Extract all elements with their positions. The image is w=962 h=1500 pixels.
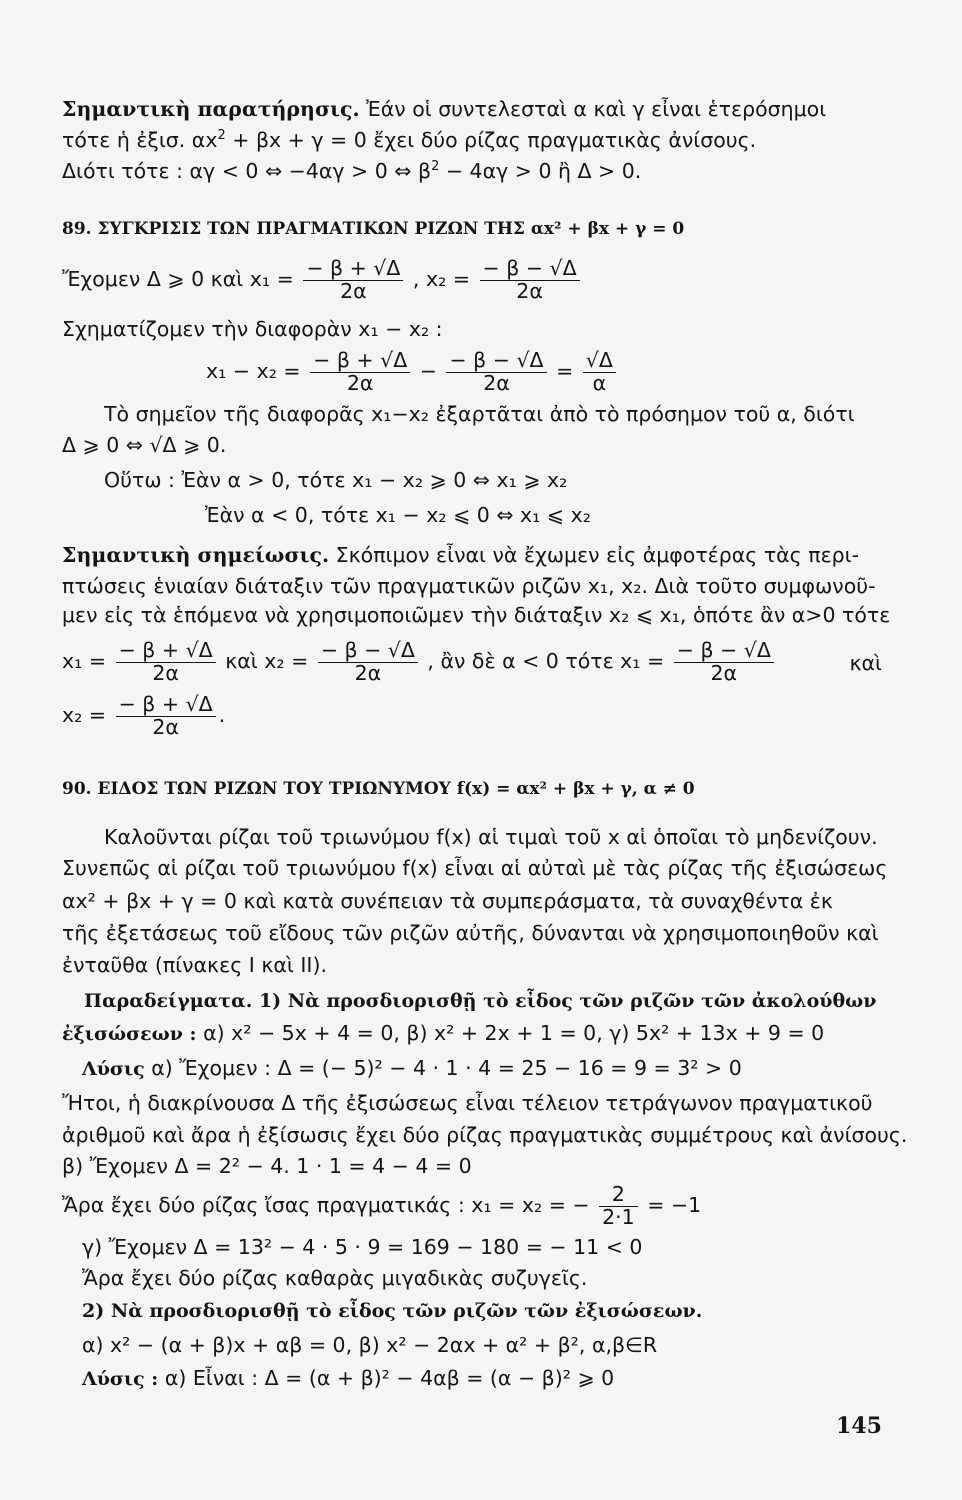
s90-par-line-2: Συνεπῶς αἱ ρίζαι τοῦ τριωνύμου f(x) εἶναι αἱ αὐταὶ μὲ τὰς ρίζας τῆς ἐξισώσεως [62,856,888,880]
note-line-2: τότε ἡ ἐξισ. $\alpha x^2 + \beta x + \gamma = 0$ ἔχει δύο ρίζας πραγματικὰς ἀνίσους. [62,128,757,152]
section-90-heading: 90. ΕΙΔΟΣ ΤΩΝ ΡΙΖΩΝ ΤΟΥ ΤΡΙΩΝΥΜΟΥ f(x) = αx² + βx + γ, α ≠ 0 [62,779,695,799]
equal-roots-line: Ἄρα ἔχει δύο ρίζας ἴσας πραγματικάς : x₁ = x₂ = − $\frac{2}{2\cdot 1}$ = −1 [62,1182,702,1229]
sign-text-2: Δ ⩾ 0 ⇔ √Δ ⩾ 0. [62,433,227,457]
note-line-1: Σημαντικὴ παρατήρησις. Ἐάν οἱ συντελεσταὶ α καὶ γ εἶναι ἑτερόσημοι [62,97,827,121]
ordered-roots-line: x₁ = $\frac{- \beta + √\Delta}{2\alpha}$ καὶ x₂ = $\frac{- \beta - √\Delta}{2\alpha}$ , ἂν δὲ α < 0 τότε x₁ = $\frac{- \beta - √\Delta}{2\alpha}$ καὶ [62,638,882,685]
difference-intro: Σχηματίζομεν τὴν διαφορὰν x₁ − x₂ : [62,317,443,341]
page-number: 145 [836,1413,882,1439]
examples-equations: ἐξισώσεων : α) x² − 5x + 4 = 0, β) x² + 2x + 1 = 0, γ) 5x² + 13x + 9 = 0 [62,1021,825,1045]
s90-par-line-1: Καλοῦνται ρίζαι τοῦ τριωνύμου f(x) αἱ τιμαὶ τοῦ x αἱ ὁποῖαι τὸ μηδενίζουν. [104,825,878,849]
sign-text-1: Τὸ σημεῖον τῆς διαφορᾶς x₁−x₂ ἐξαρτᾶται ἀπὸ τὸ πρόσημον τοῦ α, διότι [104,402,855,426]
important-remark-line-3: μεν εἰς τὰ ἑπόμενα νὰ χρησιμοποιῶμεν τὴν διάταξιν x₂ ⩽ x₁, ὁπότε ἂν α>0 τότε [62,603,891,627]
note-line-3: Διότι τότε : αγ < 0 ⇔ −4αγ > 0 ⇔ $\beta^2 - 4\alpha\gamma > 0$ ἢ Δ > 0. [62,159,642,183]
section-89-heading: 89. ΣΥΓΚΡΙΣΙΣ ΤΩΝ ΠΡΑΓΜΑΤΙΚΩΝ ΡΙΖΩΝ ΤΗΣ αx² + βx + γ = 0 [62,219,685,239]
solution-2-line: Λύσις : α) Εἶναι : Δ = (α + β)² − 4αβ = (α − β)² ⩾ 0 [82,1366,615,1390]
important-remark-line-2: πτώσεις ἑνιαίαν διάταξιν τῶν πραγματικῶν ριζῶν x₁, x₂. Διὰ τοῦτο συμφωνοῦ- [62,574,876,598]
result-line-2: ἀριθμοῦ καὶ ἄρα ἡ ἐξίσωσις ἔχει δύο ρίζας πραγματικὰς συμμέτρους καὶ ἀνίσους. [62,1123,908,1147]
root1-fraction: $\frac{- \beta + √\Delta}{2\alpha}$ [303,258,403,302]
solution-a: Λύσις α) Ἔχομεν : Δ = (− 5)² − 4 · 1 · 4 = 25 − 16 = 9 = 3² > 0 [82,1056,742,1080]
complex-roots-line: Ἄρα ἔχει δύο ρίζας καθαρὰς μιγαδικὰς συζυγεῖς. [82,1266,588,1290]
difference-formula: x₁ − x₂ = $\frac{- \beta + √\Delta}{2\alpha}$ − $\frac{- \beta - √\Delta}{2\alpha}$ = $\frac{√\Delta}{\alpha}$ [206,350,619,394]
solution-b-line: β) Ἔχομεν Δ = 2² − 4. 1 · 1 = 4 − 4 = 0 [62,1154,472,1178]
thus-line-1: Οὕτω : Ἐὰν α > 0, τότε x₁ − x₂ ⩾ 0 ⇔ x₁ ⩾ x₂ [104,468,568,492]
important-note-title: Σημαντικὴ παρατήρησις. [62,97,360,121]
s90-par-line-4: τῆς ἐξετάσεως τοῦ εἴδους τῶν ριζῶν αὐτῆς, δύνανται νὰ χρησιμοποιηθοῦν καὶ [62,921,879,945]
important-remark-line-1: Σημαντικὴ σημείωσις. Σκόπιμον εἶναι νὰ ἔχωμεν εἰς ἀμφοτέρας τὰς περι- [62,543,860,567]
root2-fraction: $\frac{- \beta - √\Delta}{2\alpha}$ [480,258,580,302]
roots-formula-line: Ἔχομεν Δ ⩾ 0 καὶ x₁ = $\frac{- \beta + √\Delta}{2\alpha}$ , x₂ = $\frac{- \beta - √\Delta}{2\alpha}$ [62,258,583,302]
solution-c-line: γ) Ἔχομεν Δ = 13² − 4 · 5 · 9 = 169 − 180 = − 11 < 0 [82,1235,643,1259]
equal-root-fraction: $\frac{2}{2\cdot 1}$ [599,1184,638,1228]
result-line-1: Ἤτοι, ἡ διακρίνουσα Δ τῆς ἐξισώσεως εἶναι τέλειον τετράγωνον πραγματικοῦ [62,1091,873,1115]
s90-par-line-3: αx² + βx + γ = 0 καὶ κατὰ συνέπειαν τὰ συμπεράσματα, τὰ συναχθέντα ἐκ [62,889,833,913]
example-2-equations: α) x² − (α + β)x + αβ = 0, β) x² − 2αx + α² + β², α,β∈R [82,1333,658,1357]
important-remark-title: Σημαντικὴ σημείωσις. [62,543,330,567]
x2-negative-alpha-line: x₂ = $\frac{- \beta + √\Delta}{2\alpha}$ . [62,692,226,739]
examples-title: Παραδείγματα. 1) Νὰ προσδιορισθῇ τὸ εἶδος τῶν ριζῶν τῶν ἀκολούθων [84,990,877,1012]
s90-par-line-5: ἐνταῦθα (πίνακες I καὶ II). [62,953,327,977]
thus-line-2: Ἐὰν α < 0, τότε x₁ − x₂ ⩽ 0 ⇔ x₁ ⩽ x₂ [205,503,591,527]
example-2-title: 2) Νὰ προσδιορισθῇ τὸ εἶδος τῶν ριζῶν τῶν ἐξισώσεων. [82,1300,703,1322]
